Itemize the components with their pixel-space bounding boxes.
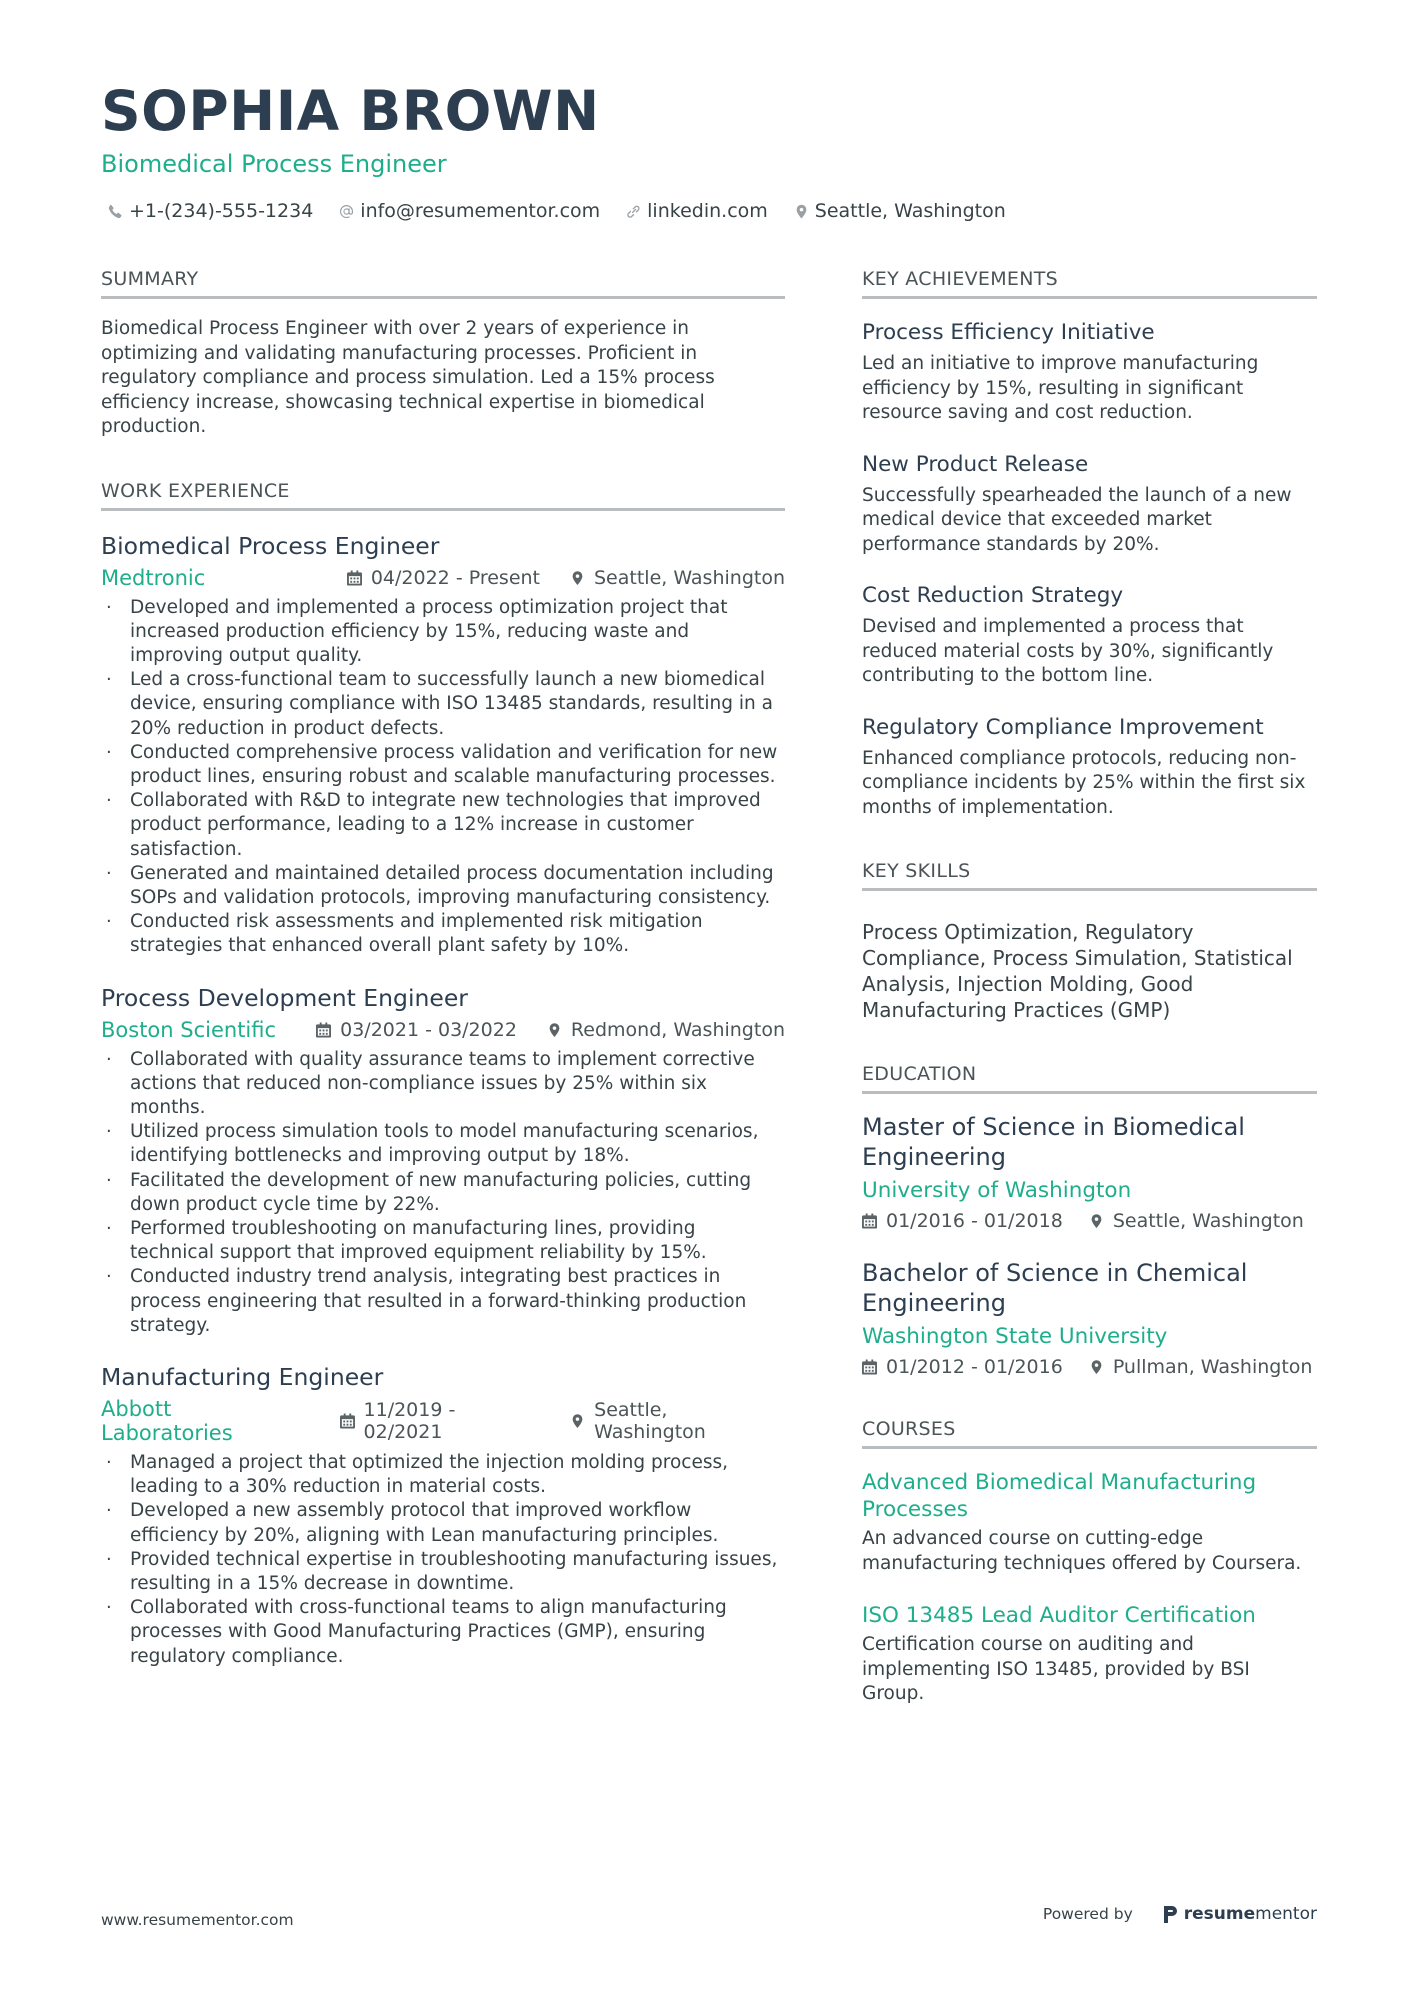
skills-text: Process Optimization, Regulatory Compliance, Process Simulation, Statistical Analysis, Injection Molding, Good Manufacturing Practices (GMP) xyxy=(862,920,1293,1022)
education-item xyxy=(862,1258,1317,1378)
courses-section xyxy=(862,1418,1317,1707)
powered-by-label: Powered by xyxy=(1042,1905,1133,1923)
education-dates xyxy=(862,1356,1063,1378)
course-description: An advanced course on cutting-edge manufacturing techniques offered by Coursera. xyxy=(862,1528,1302,1574)
location-pin-icon xyxy=(1089,1359,1104,1375)
course-item xyxy=(862,1602,1317,1707)
contact-phone[interactable] xyxy=(108,200,313,222)
job-bullets xyxy=(101,1048,785,1338)
achievement-item xyxy=(862,451,1317,558)
calendar-icon xyxy=(862,1213,877,1229)
calendar-icon xyxy=(316,1022,331,1038)
job-company: Boston Scientific xyxy=(101,1017,277,1042)
job-entry xyxy=(101,1362,785,1669)
bullet-item: · Collaborated with quality assurance teams to implement corrective actions that reduced non-compliance issues by 25% within six months. xyxy=(101,1048,785,1121)
achievement-title: Process Efficiency Initiative xyxy=(862,320,1155,345)
location-pin-icon xyxy=(570,570,585,586)
brand-name-light: mentor xyxy=(1255,1904,1317,1924)
job-location-text: Seattle, Washington xyxy=(594,1398,706,1443)
footer-website[interactable]: www.resumementor.com xyxy=(101,1911,294,1929)
candidate-name: SOPHIA BROWN xyxy=(101,79,600,143)
achievement-text: Successfully spearheaded the launch of a new medical device that exceeded market performance standards by 20%. xyxy=(862,484,1292,555)
job-dates-text: 03/2021 - 03/2022 xyxy=(340,1018,517,1041)
job-meta xyxy=(101,566,785,590)
job-company: Medtronic xyxy=(101,565,206,590)
location-pin-icon xyxy=(547,1022,562,1038)
bullet-item: · Generated and maintained detailed process documentation including SOPs and validation protocols, improving manufacturing consistency. xyxy=(101,862,785,910)
job-dates xyxy=(316,1019,517,1041)
achievement-item xyxy=(862,319,1317,426)
achievement-item xyxy=(862,582,1317,689)
job-location-text: Redmond, Washington xyxy=(570,1018,785,1041)
resumementor-logo-icon xyxy=(1163,1905,1178,1924)
job-location xyxy=(547,1019,785,1041)
education-location-text: Pullman, Washington xyxy=(1112,1356,1313,1378)
bullet-item: · Utilized process simulation tools to model manufacturing scenarios, identifying bottlenecks and improving output by 18%. xyxy=(101,1120,785,1168)
bullet-item: · Collaborated with R&D to integrate new technologies that improved product performance, leading to a 12% increase in customer satisfaction. xyxy=(101,789,785,862)
achievements-section xyxy=(862,268,1317,820)
education-location xyxy=(1089,1210,1304,1232)
brand-name-bold: resume xyxy=(1183,1904,1256,1924)
education-section xyxy=(862,1063,1317,1378)
job-dates-text: 04/2022 - Present xyxy=(370,566,540,589)
left-column xyxy=(101,268,785,1693)
skills-heading: KEY SKILLS xyxy=(862,860,1317,891)
job-bullets xyxy=(101,1451,785,1669)
contact-email[interactable] xyxy=(339,200,600,222)
job-location-text: Seattle, Washington xyxy=(594,566,785,589)
calendar-icon xyxy=(340,1413,355,1429)
job-dates xyxy=(347,567,540,589)
education-school: Washington State University xyxy=(862,1324,1168,1349)
course-item xyxy=(862,1469,1317,1576)
education-location xyxy=(1089,1356,1313,1378)
job-meta xyxy=(101,1018,785,1042)
phone-text: +1-(234)-555-1234 xyxy=(129,200,314,222)
email-text: info@resumementor.com xyxy=(360,200,601,222)
linkedin-text: linkedin.com xyxy=(647,200,768,222)
summary-text: Biomedical Process Engineer with over 2 years of experience in optimizing and validating manufacturing processes. Proficient in regulatory compliance and process simulation. Led a 15% process efficiency increase, showcasing technical expertise in biomedical production. xyxy=(101,318,715,437)
job-dates xyxy=(340,1399,541,1443)
education-school: University of Washington xyxy=(862,1178,1132,1203)
education-dates-text: 01/2016 - 01/2018 xyxy=(886,1210,1063,1232)
bullet-item: · Conducted industry trend analysis, integrating best practices in process engineering that resulted in a forward-thinking production strategy. xyxy=(101,1265,785,1338)
candidate-title: Biomedical Process Engineer xyxy=(101,150,447,178)
achievement-text: Led an initiative to improve manufacturing efficiency by 15%, resulting in significant resource saving and cost reduction. xyxy=(862,353,1259,423)
summary-heading: SUMMARY xyxy=(101,268,785,299)
achievement-title: New Product Release xyxy=(862,451,1089,477)
job-location xyxy=(570,567,785,589)
education-heading: EDUCATION xyxy=(862,1063,1317,1094)
job-bullets xyxy=(101,596,785,959)
achievements-heading: KEY ACHIEVEMENTS xyxy=(862,268,1317,299)
courses-heading: COURSES xyxy=(862,1418,1317,1449)
job-title: Process Development Engineer xyxy=(101,983,468,1012)
link-icon xyxy=(626,204,641,219)
achievement-title: Regulatory Compliance Improvement xyxy=(862,714,1264,740)
job-location xyxy=(570,1399,785,1443)
bullet-item: · Developed a new assembly protocol that improved workflow efficiency by 20%, aligning with Lean manufacturing principles. xyxy=(101,1499,785,1547)
contact-linkedin[interactable] xyxy=(626,200,768,222)
achievement-text: Devised and implemented a process that reduced material costs by 30%, significantly contributing to the bottom line. xyxy=(862,616,1274,686)
education-dates xyxy=(862,1210,1063,1232)
phone-icon xyxy=(108,204,123,219)
education-degree: Bachelor of Science in Chemical Engineering xyxy=(862,1259,1248,1317)
experience-section xyxy=(101,480,785,1669)
bullet-item: · Managed a project that optimized the injection molding process, leading to a 30% reduction in material costs. xyxy=(101,1451,785,1499)
course-title: ISO 13485 Lead Auditor Certification xyxy=(862,1603,1256,1628)
job-title: Biomedical Process Engineer xyxy=(101,531,440,560)
education-degree: Master of Science in Biomedical Engineering xyxy=(862,1113,1245,1171)
job-title: Manufacturing Engineer xyxy=(101,1362,384,1391)
summary-section xyxy=(101,268,785,440)
calendar-icon xyxy=(347,570,362,586)
contact-bar xyxy=(108,200,1032,222)
education-meta xyxy=(862,1356,1317,1378)
job-dates-text: 11/2019 - 02/2021 xyxy=(363,1398,456,1443)
education-dates-text: 01/2012 - 01/2016 xyxy=(886,1356,1063,1378)
calendar-icon xyxy=(862,1359,877,1375)
bullet-item: · Facilitated the development of new manufacturing policies, cutting down product cycle time by 22%. xyxy=(101,1169,785,1217)
bullet-item: · Led a cross-functional team to successfully launch a new biomedical device, ensuring compliance with ISO 13485 standards, resulting in a 20% reduction in product defects. xyxy=(101,668,785,741)
education-meta xyxy=(862,1210,1317,1232)
course-description: Certification course on auditing and implementing ISO 13485, provided by BSI Group. xyxy=(862,1634,1250,1704)
experience-heading: WORK EXPERIENCE xyxy=(101,480,785,511)
footer-powered-by xyxy=(1043,1904,1317,1924)
location-pin-icon xyxy=(1089,1213,1104,1229)
brand-logo[interactable] xyxy=(1163,1904,1317,1924)
bullet-item: · Performed troubleshooting on manufacturing lines, providing technical support that improved equipment reliability by 15%. xyxy=(101,1217,785,1265)
job-company: Abbott Laboratories xyxy=(101,1396,233,1445)
contact-location xyxy=(794,200,1006,222)
education-location-text: Seattle, Washington xyxy=(1112,1210,1304,1232)
location-pin-icon xyxy=(570,1413,585,1429)
location-pin-icon xyxy=(794,204,809,219)
location-text: Seattle, Washington xyxy=(814,200,1006,222)
right-column xyxy=(862,268,1317,1733)
course-title: Advanced Biomedical Manufacturing Processes xyxy=(862,1470,1257,1522)
bullet-item: · Provided technical expertise in troubleshooting manufacturing issues, resulting in a 15% decrease in downtime. xyxy=(101,1548,785,1596)
achievement-text: Enhanced compliance protocols, reducing non-compliance incidents by 25% within the first six months of implementation. xyxy=(862,747,1306,818)
at-icon xyxy=(339,204,354,219)
bullet-item: · Conducted comprehensive process validation and verification for new product lines, ensuring robust and scalable manufacturing processes. xyxy=(101,741,785,789)
job-entry xyxy=(101,983,785,1338)
achievement-title: Cost Reduction Strategy xyxy=(862,583,1124,608)
skills-section xyxy=(862,860,1317,1023)
education-item xyxy=(862,1112,1317,1232)
bullet-item: · Developed and implemented a process optimization project that increased production efficiency by 15%, reducing waste and improving output quality. xyxy=(101,596,785,669)
bullet-item: · Conducted risk assessments and implemented risk mitigation strategies that enhanced overall plant safety by 10%. xyxy=(101,910,785,958)
achievement-item xyxy=(862,714,1317,821)
job-entry xyxy=(101,531,785,959)
bullet-item: · Collaborated with cross-functional teams to align manufacturing processes with Good Manufacturing Practices (GMP), ensuring regulatory compliance. xyxy=(101,1596,785,1669)
job-meta xyxy=(101,1397,785,1445)
